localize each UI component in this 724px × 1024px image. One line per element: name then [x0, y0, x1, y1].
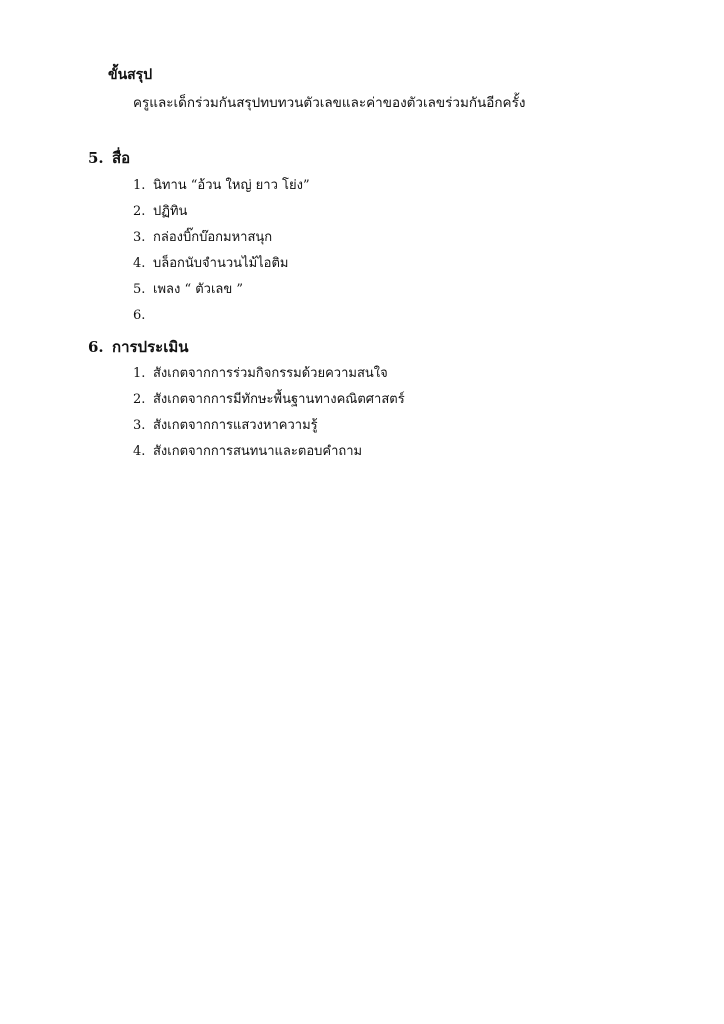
list-item-number: 1.: [133, 178, 146, 193]
list-item: [133, 178, 310, 194]
list-item: [133, 444, 362, 460]
list-item-number: 2.: [133, 392, 146, 407]
list-item-text: สังเกตจากการแสวงหาความรู้: [153, 418, 318, 433]
section-title: การประเมิน: [112, 338, 189, 356]
list-item: [133, 230, 272, 246]
list-item-text: นิทาน “อ้วน ใหญ่ ยาว โย่ง”: [153, 178, 310, 193]
list-item: [133, 366, 388, 382]
list-item-number: 2.: [133, 204, 146, 219]
section-number: 6.: [88, 338, 104, 356]
list-item-text: สังเกตจากการมีทักษะพื้นฐานทางคณิตศาสตร์: [153, 392, 405, 407]
list-item-number: 4.: [133, 444, 146, 459]
section-evaluation-heading: [88, 335, 188, 359]
list-item-number: 1.: [133, 366, 146, 381]
list-item: [133, 282, 243, 298]
list-item-text: สังเกตจากการร่วมกิจกรรมด้วยความสนใจ: [153, 366, 388, 381]
list-item-text: เพลง “ ตัวเลข ”: [153, 282, 244, 297]
list-item-number: 6.: [133, 308, 146, 323]
list-item-text: ปฏิทิน: [153, 204, 188, 219]
list-item: [133, 392, 405, 408]
list-item-text: กล่องบิ๊กบ๊อกมหาสนุก: [153, 230, 273, 245]
list-item: [133, 256, 289, 272]
summary-text: ครูและเด็กร่วมกันสรุปทบทวนตัวเลขและค่าของตัวเลขร่วมกันอีกครั้ง: [133, 95, 526, 111]
section-title: สื่อ: [112, 149, 131, 167]
list-item-text: สังเกตจากการสนทนาและตอบคำถาม: [153, 444, 363, 459]
list-item-number: 3.: [133, 230, 146, 245]
list-item: [133, 308, 153, 324]
list-item-number: 5.: [133, 282, 146, 297]
section-number: 5.: [88, 149, 104, 167]
list-item-number: 3.: [133, 418, 146, 433]
list-item: [133, 204, 187, 220]
section-media-heading: [88, 146, 130, 170]
list-item-text: บล็อกนับจำนวนไม้ไอติม: [153, 256, 289, 271]
summary-heading: ขั้นสรุป: [108, 67, 153, 83]
list-item: [133, 418, 318, 434]
list-item-number: 4.: [133, 256, 146, 271]
